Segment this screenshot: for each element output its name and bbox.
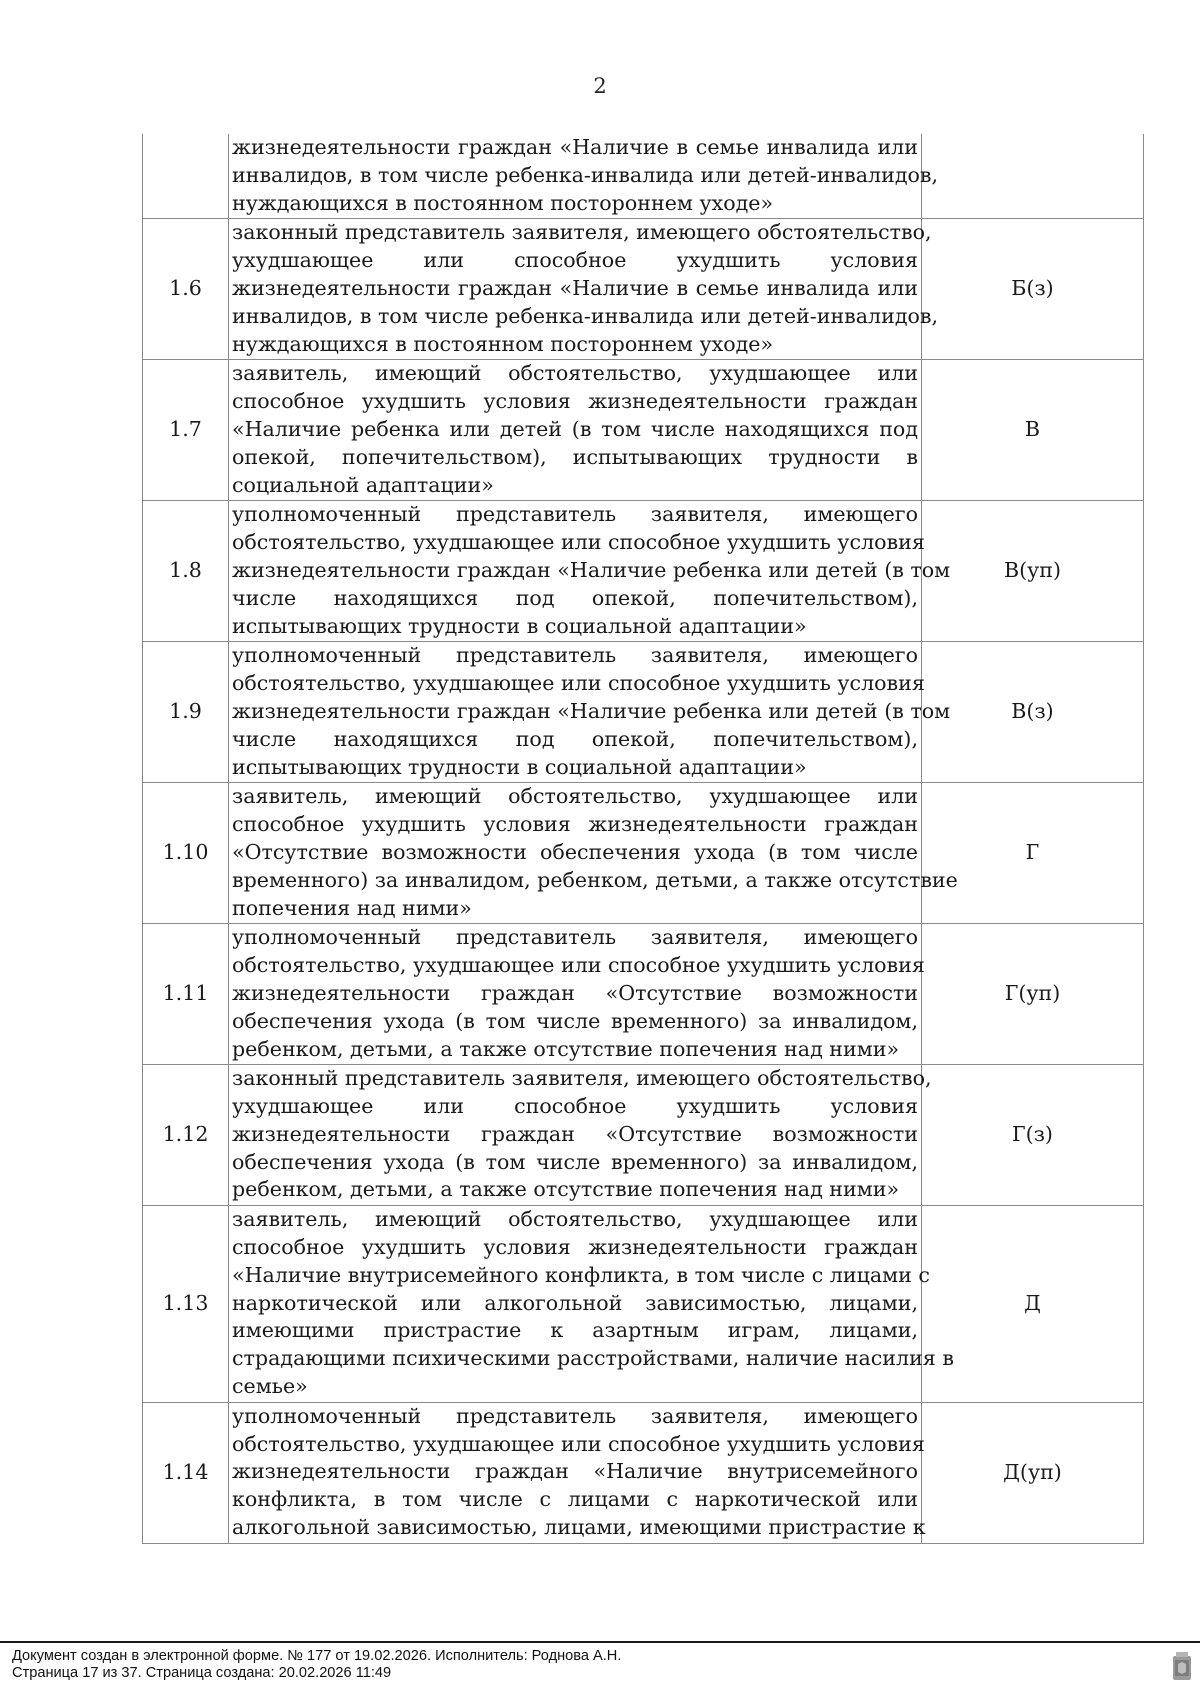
footer <box>12 1648 621 1681</box>
description-line: обстоятельство, ухудшающее или способное ухудшить условия <box>232 1431 925 1456</box>
table-row <box>143 1206 1144 1403</box>
coat-of-arms-icon <box>1172 1650 1192 1682</box>
description-line: жизнедеятельности граждан «Наличие в семье инвалида или <box>232 275 918 300</box>
row-description <box>229 642 951 783</box>
description-line: заявитель, имеющий обстоятельство, ухудшающее или <box>232 784 918 809</box>
table-row <box>143 1402 1144 1543</box>
description-line: законный представитель заявителя, имеющего обстоятельство, <box>232 220 932 245</box>
description-line: уполномоченный представитель заявителя, имеющего <box>232 1403 918 1428</box>
row-description <box>229 1065 932 1206</box>
description-line: заявитель, имеющий обстоятельство, ухудшающее или <box>232 1207 918 1232</box>
row-number: 1.7 <box>143 360 229 501</box>
table-row-continuation <box>143 134 1144 219</box>
description-line: способное ухудшить условия жизнедеятельности граждан <box>232 1235 918 1260</box>
row-code <box>922 134 1144 219</box>
row-code: В(з) <box>922 642 1144 783</box>
description-line: способное ухудшить условия жизнедеятельности граждан <box>232 812 918 837</box>
table-row <box>143 360 1144 501</box>
description-line: законный представитель заявителя, имеющего обстоятельство, <box>232 1066 932 1091</box>
description-line: испытывающих трудности в социальной адаптации» <box>232 613 807 638</box>
row-code: Д <box>922 1206 1144 1403</box>
row-description <box>229 501 951 642</box>
row-number: 1.9 <box>143 642 229 783</box>
row-description <box>229 360 922 501</box>
description-line: имеющими пристрастие к азартным играм, лицами, <box>232 1318 918 1343</box>
description-line: заявитель, имеющий обстоятельство, ухудшающее или <box>232 361 918 386</box>
page-number: 2 <box>593 74 607 98</box>
criteria-table <box>142 134 1144 1544</box>
description-line: жизнедеятельности граждан «Наличие ребенка или детей (в том <box>232 698 951 723</box>
description-line: «Отсутствие возможности обеспечения ухода (в том числе <box>232 839 918 864</box>
description-line: временного) за инвалидом, ребенком, детьми, а также отсутствие <box>232 867 958 892</box>
description-line: алкогольной зависимостью, лицами, имеющими пристрастие к <box>232 1515 926 1540</box>
description-line: обстоятельство, ухудшающее или способное ухудшить условия <box>232 671 925 696</box>
row-description <box>229 783 958 924</box>
table-row <box>143 1065 1144 1206</box>
row-code: В <box>922 360 1144 501</box>
row-number: 1.10 <box>143 783 229 924</box>
description-line: «Наличие внутрисемейного конфликта, в том числе с лицами с <box>232 1262 930 1287</box>
description-line: ребенком, детьми, а также отсутствие попечения над ними» <box>232 1036 900 1061</box>
description-line: наркотической или алкогольной зависимостью, лицами, <box>232 1290 918 1315</box>
description-line: обстоятельство, ухудшающее или способное ухудшить условия <box>232 530 925 555</box>
description-line: обстоятельство, ухудшающее или способное ухудшить условия <box>232 953 925 978</box>
row-code: Б(з) <box>922 219 1144 360</box>
footer-document-info: Документ создан в электронной форме. № 177 от 19.02.2026. Исполнитель: Роднова А.Н. <box>12 1648 622 1664</box>
table-row <box>143 924 1144 1065</box>
description-line: испытывающих трудности в социальной адаптации» <box>232 754 807 779</box>
description-line: обеспечения ухода (в том числе временного) за инвалидом, <box>232 1149 918 1174</box>
table-row <box>143 501 1144 642</box>
table-row <box>143 783 1144 924</box>
description-line: числе находящихся под опекой, попечительством), <box>232 726 918 751</box>
description-line: жизнедеятельности граждан «Отсутствие возможности <box>232 980 918 1005</box>
row-number: 1.12 <box>143 1065 229 1206</box>
row-code: Д(уп) <box>922 1402 1144 1543</box>
row-number: 1.14 <box>143 1402 229 1543</box>
row-code: Г <box>922 783 1144 924</box>
row-description <box>229 219 939 360</box>
description-line: конфликта, в том числе с лицами с наркотической или <box>232 1487 918 1512</box>
description-line: нуждающихся в постоянном постороннем уходе» <box>232 190 774 215</box>
description-line: «Наличие ребенка или детей (в том числе находящихся под <box>232 416 918 441</box>
row-number: 1.6 <box>143 219 229 360</box>
description-line: уполномоченный представитель заявителя, имеющего <box>232 643 918 668</box>
row-number: 1.13 <box>143 1206 229 1403</box>
row-number: 1.11 <box>143 924 229 1065</box>
table-row <box>143 642 1144 783</box>
row-code: Г(з) <box>922 1065 1144 1206</box>
description-line: страдающими психическими расстройствами, наличие насилия в <box>232 1346 954 1371</box>
description-line: уполномоченный представитель заявителя, имеющего <box>232 925 918 950</box>
description-line: опекой, попечительством), испытывающих трудности в <box>232 444 918 469</box>
description-line: обеспечения ухода (в том числе временного) за инвалидом, <box>232 1008 918 1033</box>
description-line: жизнедеятельности граждан «Наличие ребенка или детей (в том <box>232 557 951 582</box>
footer-page-info: Страница 17 из 37. Страница создана: 20.02.2026 11:49 <box>12 1664 392 1681</box>
footer-divider <box>0 1641 1200 1643</box>
description-line: ухудшающее или способное ухудшить условия <box>232 1094 918 1119</box>
description-line: социальной адаптации» <box>232 472 494 497</box>
description-line: способное ухудшить условия жизнедеятельности граждан <box>232 389 918 414</box>
description-line: семье» <box>232 1374 308 1399</box>
description-line: попечения над ними» <box>232 895 472 920</box>
row-description <box>229 1206 954 1403</box>
row-code: Г(уп) <box>922 924 1144 1065</box>
row-description <box>229 1402 926 1543</box>
description-line: жизнедеятельности граждан «Наличие внутрисемейного <box>232 1459 918 1484</box>
description-line: инвалидов, в том числе ребенка-инвалида или детей-инвалидов, <box>232 303 939 328</box>
description-line: жизнедеятельности граждан «Отсутствие возможности <box>232 1121 918 1146</box>
description-line: нуждающихся в постоянном постороннем уходе» <box>232 331 774 356</box>
table-row <box>143 219 1144 360</box>
description-line: числе находящихся под опекой, попечительством), <box>232 585 918 610</box>
description-line: ребенком, детьми, а также отсутствие попечения над ними» <box>232 1177 900 1202</box>
description-line: уполномоченный представитель заявителя, имеющего <box>232 502 918 527</box>
row-code: В(уп) <box>922 501 1144 642</box>
description-line: ухудшающее или способное ухудшить условия <box>232 248 918 273</box>
row-number <box>143 134 229 219</box>
description-line: инвалидов, в том числе ребенка-инвалида или детей-инвалидов, <box>232 162 939 187</box>
row-description <box>229 134 939 219</box>
row-description <box>229 924 925 1065</box>
row-number: 1.8 <box>143 501 229 642</box>
description-line: жизнедеятельности граждан «Наличие в семье инвалида или <box>232 135 918 159</box>
